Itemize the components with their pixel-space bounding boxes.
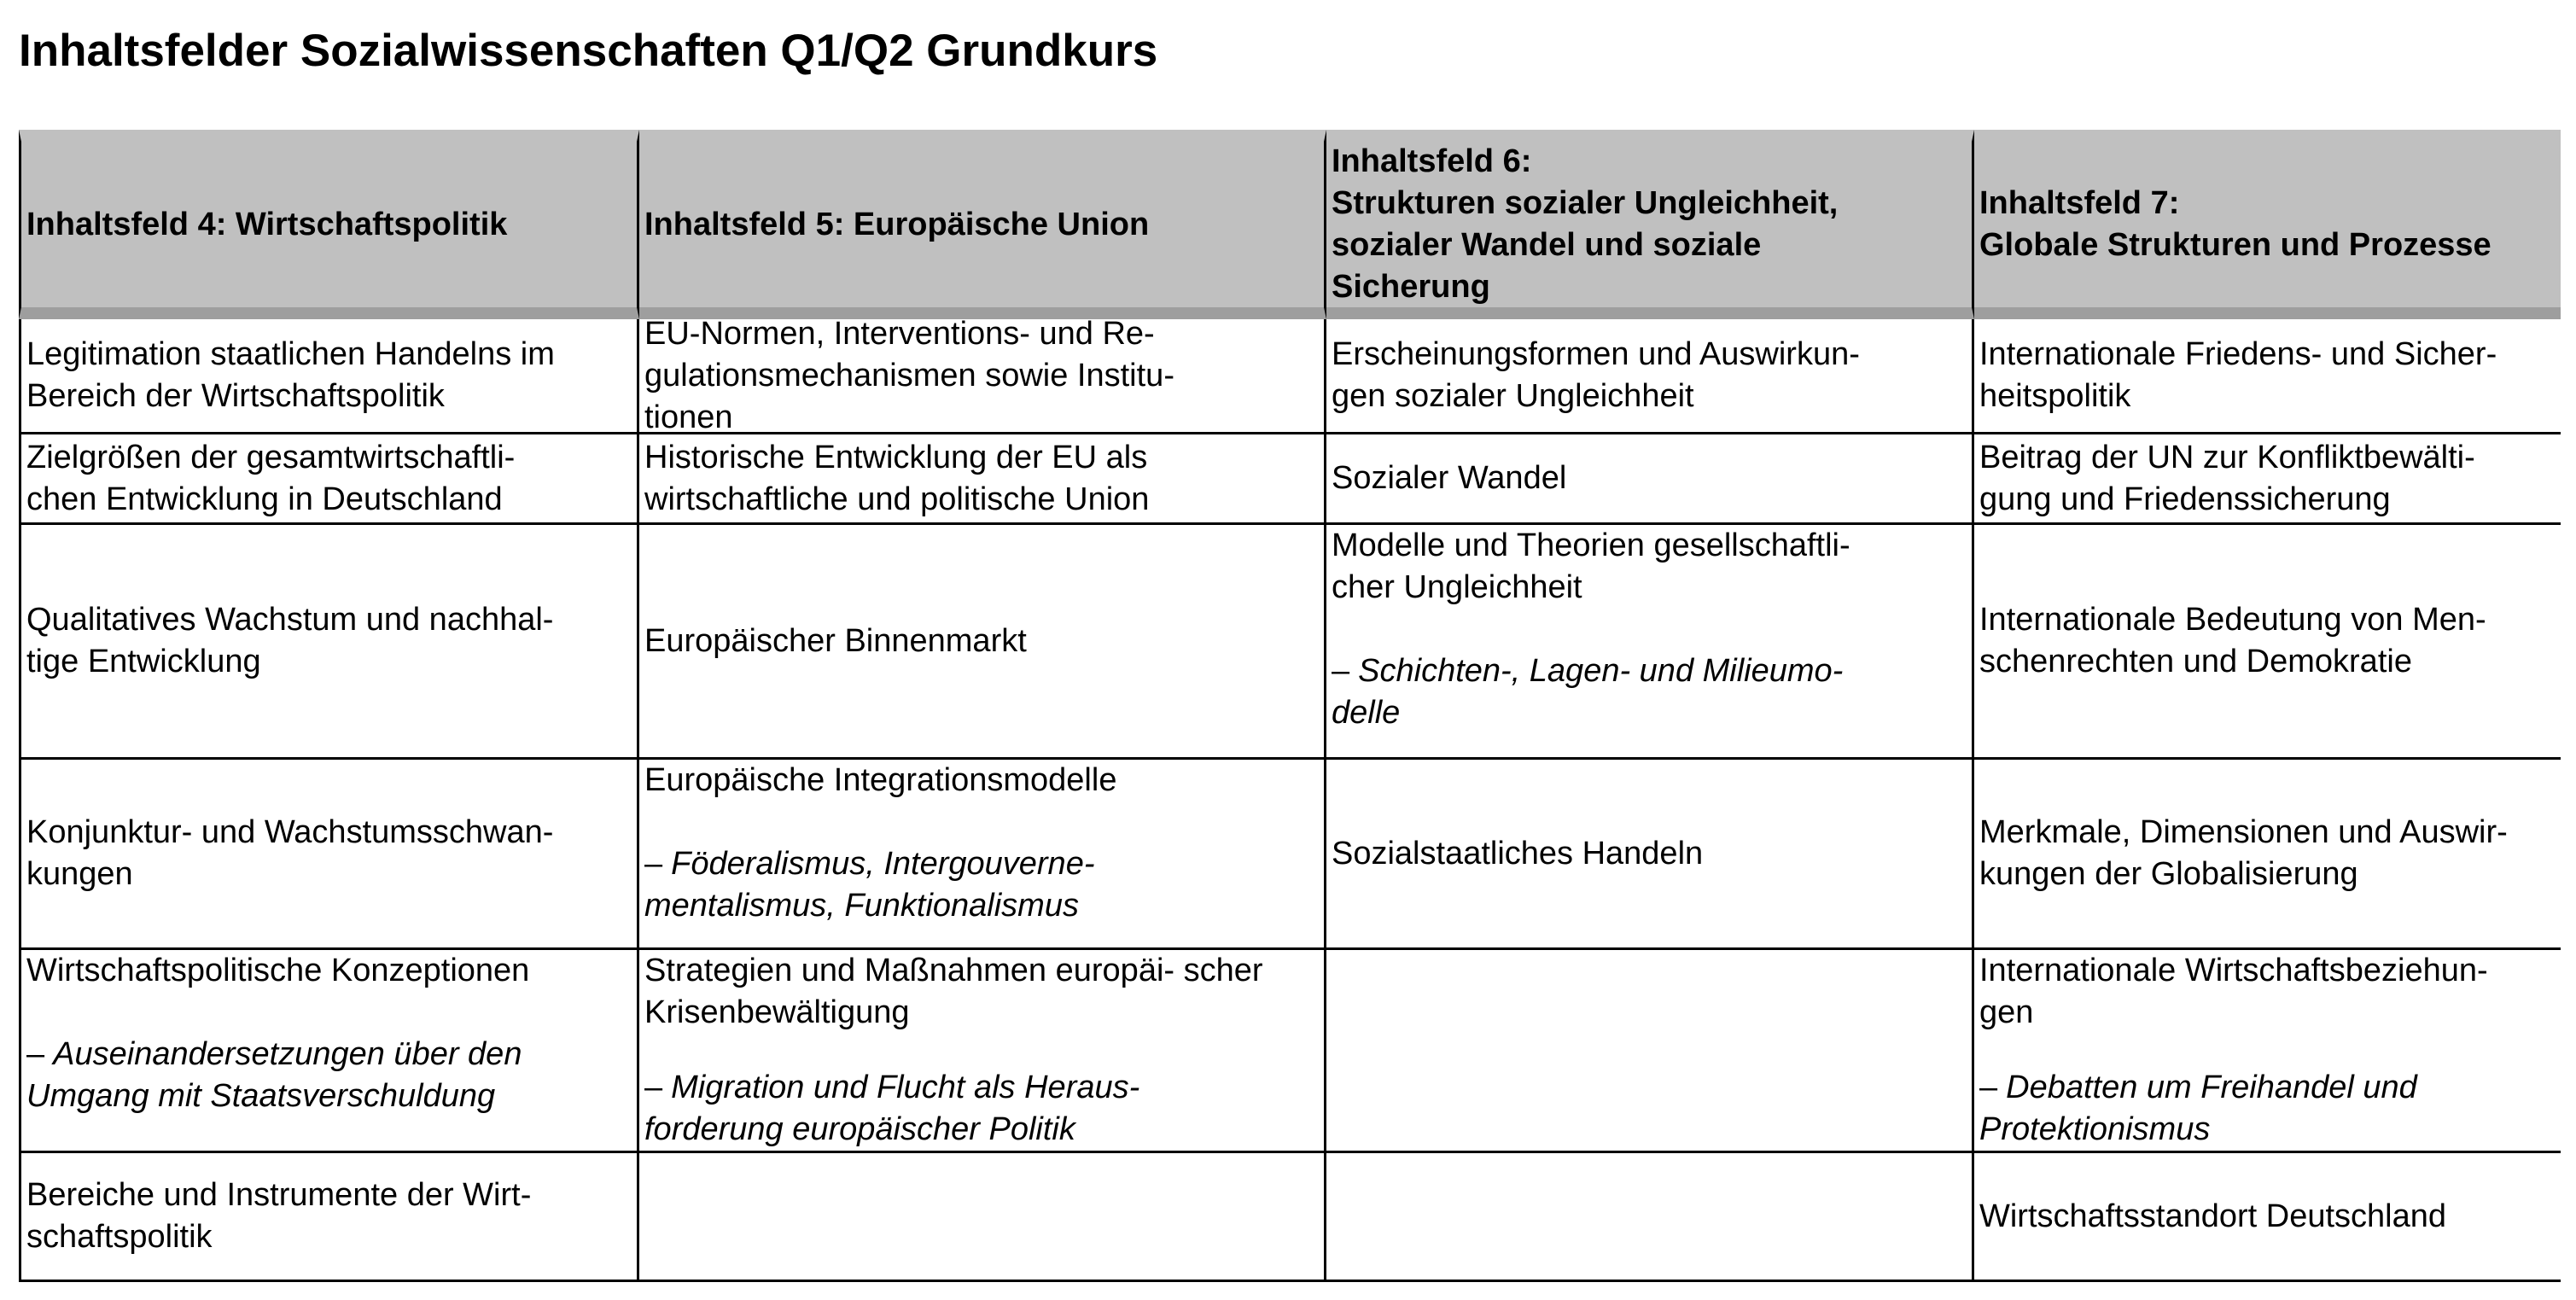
table-cell xyxy=(1326,1153,1974,1282)
cell-text: Bereich der Wirtschaftspolitik xyxy=(26,378,445,414)
table-cell xyxy=(1974,1153,2561,1282)
header-cell xyxy=(1326,130,1974,319)
page-title: Inhaltsfelder Sozialwissenschaften Q1/Q2 Grundkurs xyxy=(19,26,1158,76)
cell-text: Europäische Integrationsmodelle xyxy=(644,762,1117,798)
table-cell xyxy=(639,950,1326,1153)
cell-text: Strategien und Maßnahmen europäi- scher xyxy=(644,953,1263,988)
cell-text: Europäischer Binnenmarkt xyxy=(644,622,1027,659)
cell-text: gulationsmechanismen sowie Institu- xyxy=(644,357,1174,393)
cell-text: Legitimation staatlichen Handelns im xyxy=(26,336,555,372)
cell-subpoint: Protektionismus xyxy=(1979,1111,2211,1147)
table-cell xyxy=(19,1153,639,1282)
dash-bullet: – xyxy=(644,846,663,882)
table-cell xyxy=(639,760,1326,950)
cell-subpoint: Umgang mit Staatsverschuldung xyxy=(26,1078,496,1114)
dash-bullet: – xyxy=(644,1070,663,1105)
cell-text: Beitrag der UN zur Konfliktbewälti- xyxy=(1979,439,2475,475)
cell-text: Internationale Friedens- und Sicher- xyxy=(1979,336,2497,372)
cell-text: Qualitatives Wachstum und nachhal- xyxy=(26,602,554,638)
cell-text: cher Ungleichheit xyxy=(1332,569,1582,605)
cell-text: gen sozialer Ungleichheit xyxy=(1332,378,1694,414)
cell-subpoint: – Migration und Flucht als Heraus- xyxy=(644,1070,1140,1105)
cell-subpoint: delle xyxy=(1332,695,1401,731)
cell-text: Zielgrößen der gesamtwirtschaftli- xyxy=(26,439,516,475)
cell-text: EU-Normen, Interventions- und Re- xyxy=(644,319,1155,352)
cell-text: Internationale Wirtschaftsbeziehun- xyxy=(1979,953,2488,988)
cell-text: Internationale Bedeutung von Men- xyxy=(1979,602,2486,638)
table-cell xyxy=(639,1153,1326,1282)
cell-subpoint: – Schichten-, Lagen- und Milieumo- xyxy=(1332,653,1844,689)
table-cell xyxy=(19,434,639,525)
header-text: Inhaltsfeld 5: Europäische Union xyxy=(644,206,1150,242)
cell-text: heitspolitik xyxy=(1979,378,2131,414)
table-cell xyxy=(1974,434,2561,525)
header-text: Inhaltsfeld 4: Wirtschaftspolitik xyxy=(26,206,508,242)
header-cell xyxy=(19,130,639,319)
cell-text: tionen xyxy=(644,399,733,434)
table-cell xyxy=(1974,525,2561,760)
table-cell xyxy=(19,525,639,760)
dash-bullet: – xyxy=(1332,653,1350,689)
table-cell xyxy=(639,434,1326,525)
dash-bullet: – xyxy=(26,1036,45,1072)
cell-subpoint: forderung europäischer Politik xyxy=(644,1111,1075,1147)
header-cell xyxy=(1974,130,2561,319)
header-text: Inhaltsfeld 7: xyxy=(1979,185,2180,221)
cell-text: gen xyxy=(1979,994,2034,1030)
table-cell xyxy=(1326,434,1974,525)
table-cell xyxy=(19,950,639,1153)
header-text: sozialer Wandel und soziale xyxy=(1332,227,1762,263)
table-cell xyxy=(19,319,639,434)
cell-subpoint: – Föderalismus, Intergouverne- xyxy=(644,846,1095,882)
cell-text: Wirtschaftsstandort Deutschland xyxy=(1979,1198,2447,1234)
cell-text: Sozialer Wandel xyxy=(1332,460,1567,496)
cell-text: Merkmale, Dimensionen und Auswir- xyxy=(1979,814,2508,850)
cell-text: Wirtschaftspolitische Konzeptionen xyxy=(26,953,530,988)
cell-text: schenrechten und Demokratie xyxy=(1979,644,2412,679)
header-text: Inhaltsfeld 6: xyxy=(1332,143,1532,179)
table-cell xyxy=(1974,950,2561,1153)
cell-text: Sozialstaatliches Handeln xyxy=(1332,835,1704,872)
header-text: Globale Strukturen und Prozesse xyxy=(1979,227,2491,263)
table-cell xyxy=(639,319,1326,434)
cell-text: Krisenbewältigung xyxy=(644,994,910,1030)
table-cell xyxy=(1326,525,1974,760)
cell-subpoint: – Debatten um Freihandel und xyxy=(1979,1070,2417,1105)
table-cell xyxy=(1326,319,1974,434)
header-cell xyxy=(639,130,1326,319)
cell-text: chen Entwicklung in Deutschland xyxy=(26,481,503,517)
cell-text: kungen xyxy=(26,856,133,892)
cell-text: tige Entwicklung xyxy=(26,644,261,679)
header-text: Strukturen sozialer Ungleichheit, xyxy=(1332,185,1839,221)
dash-bullet: – xyxy=(1979,1070,1998,1105)
table-cell xyxy=(19,760,639,950)
table-cell xyxy=(1326,760,1974,950)
table-cell xyxy=(1974,319,2561,434)
content-table xyxy=(19,130,2561,1282)
cell-text: Bereiche und Instrumente der Wirt- xyxy=(26,1177,532,1213)
table-cell xyxy=(1326,950,1974,1153)
cell-text: Erscheinungsformen und Auswirkun- xyxy=(1332,336,1860,372)
cell-subpoint: mentalismus, Funktionalismus xyxy=(644,888,1079,924)
cell-text: schaftspolitik xyxy=(26,1219,213,1255)
table-cell xyxy=(639,525,1326,760)
cell-text: Historische Entwicklung der EU als xyxy=(644,439,1148,475)
cell-text: wirtschaftliche und politische Union xyxy=(644,481,1150,517)
cell-text: Modelle und Theorien gesellschaftli- xyxy=(1332,528,1850,563)
header-text: Sicherung xyxy=(1332,269,1490,305)
table-cell xyxy=(1974,760,2561,950)
cell-subpoint: – Auseinandersetzungen über den xyxy=(26,1036,522,1072)
cell-text: gung und Friedenssicherung xyxy=(1979,481,2391,517)
cell-text: Konjunktur- und Wachstumsschwan- xyxy=(26,814,554,850)
cell-text: kungen der Globalisierung xyxy=(1979,856,2358,892)
